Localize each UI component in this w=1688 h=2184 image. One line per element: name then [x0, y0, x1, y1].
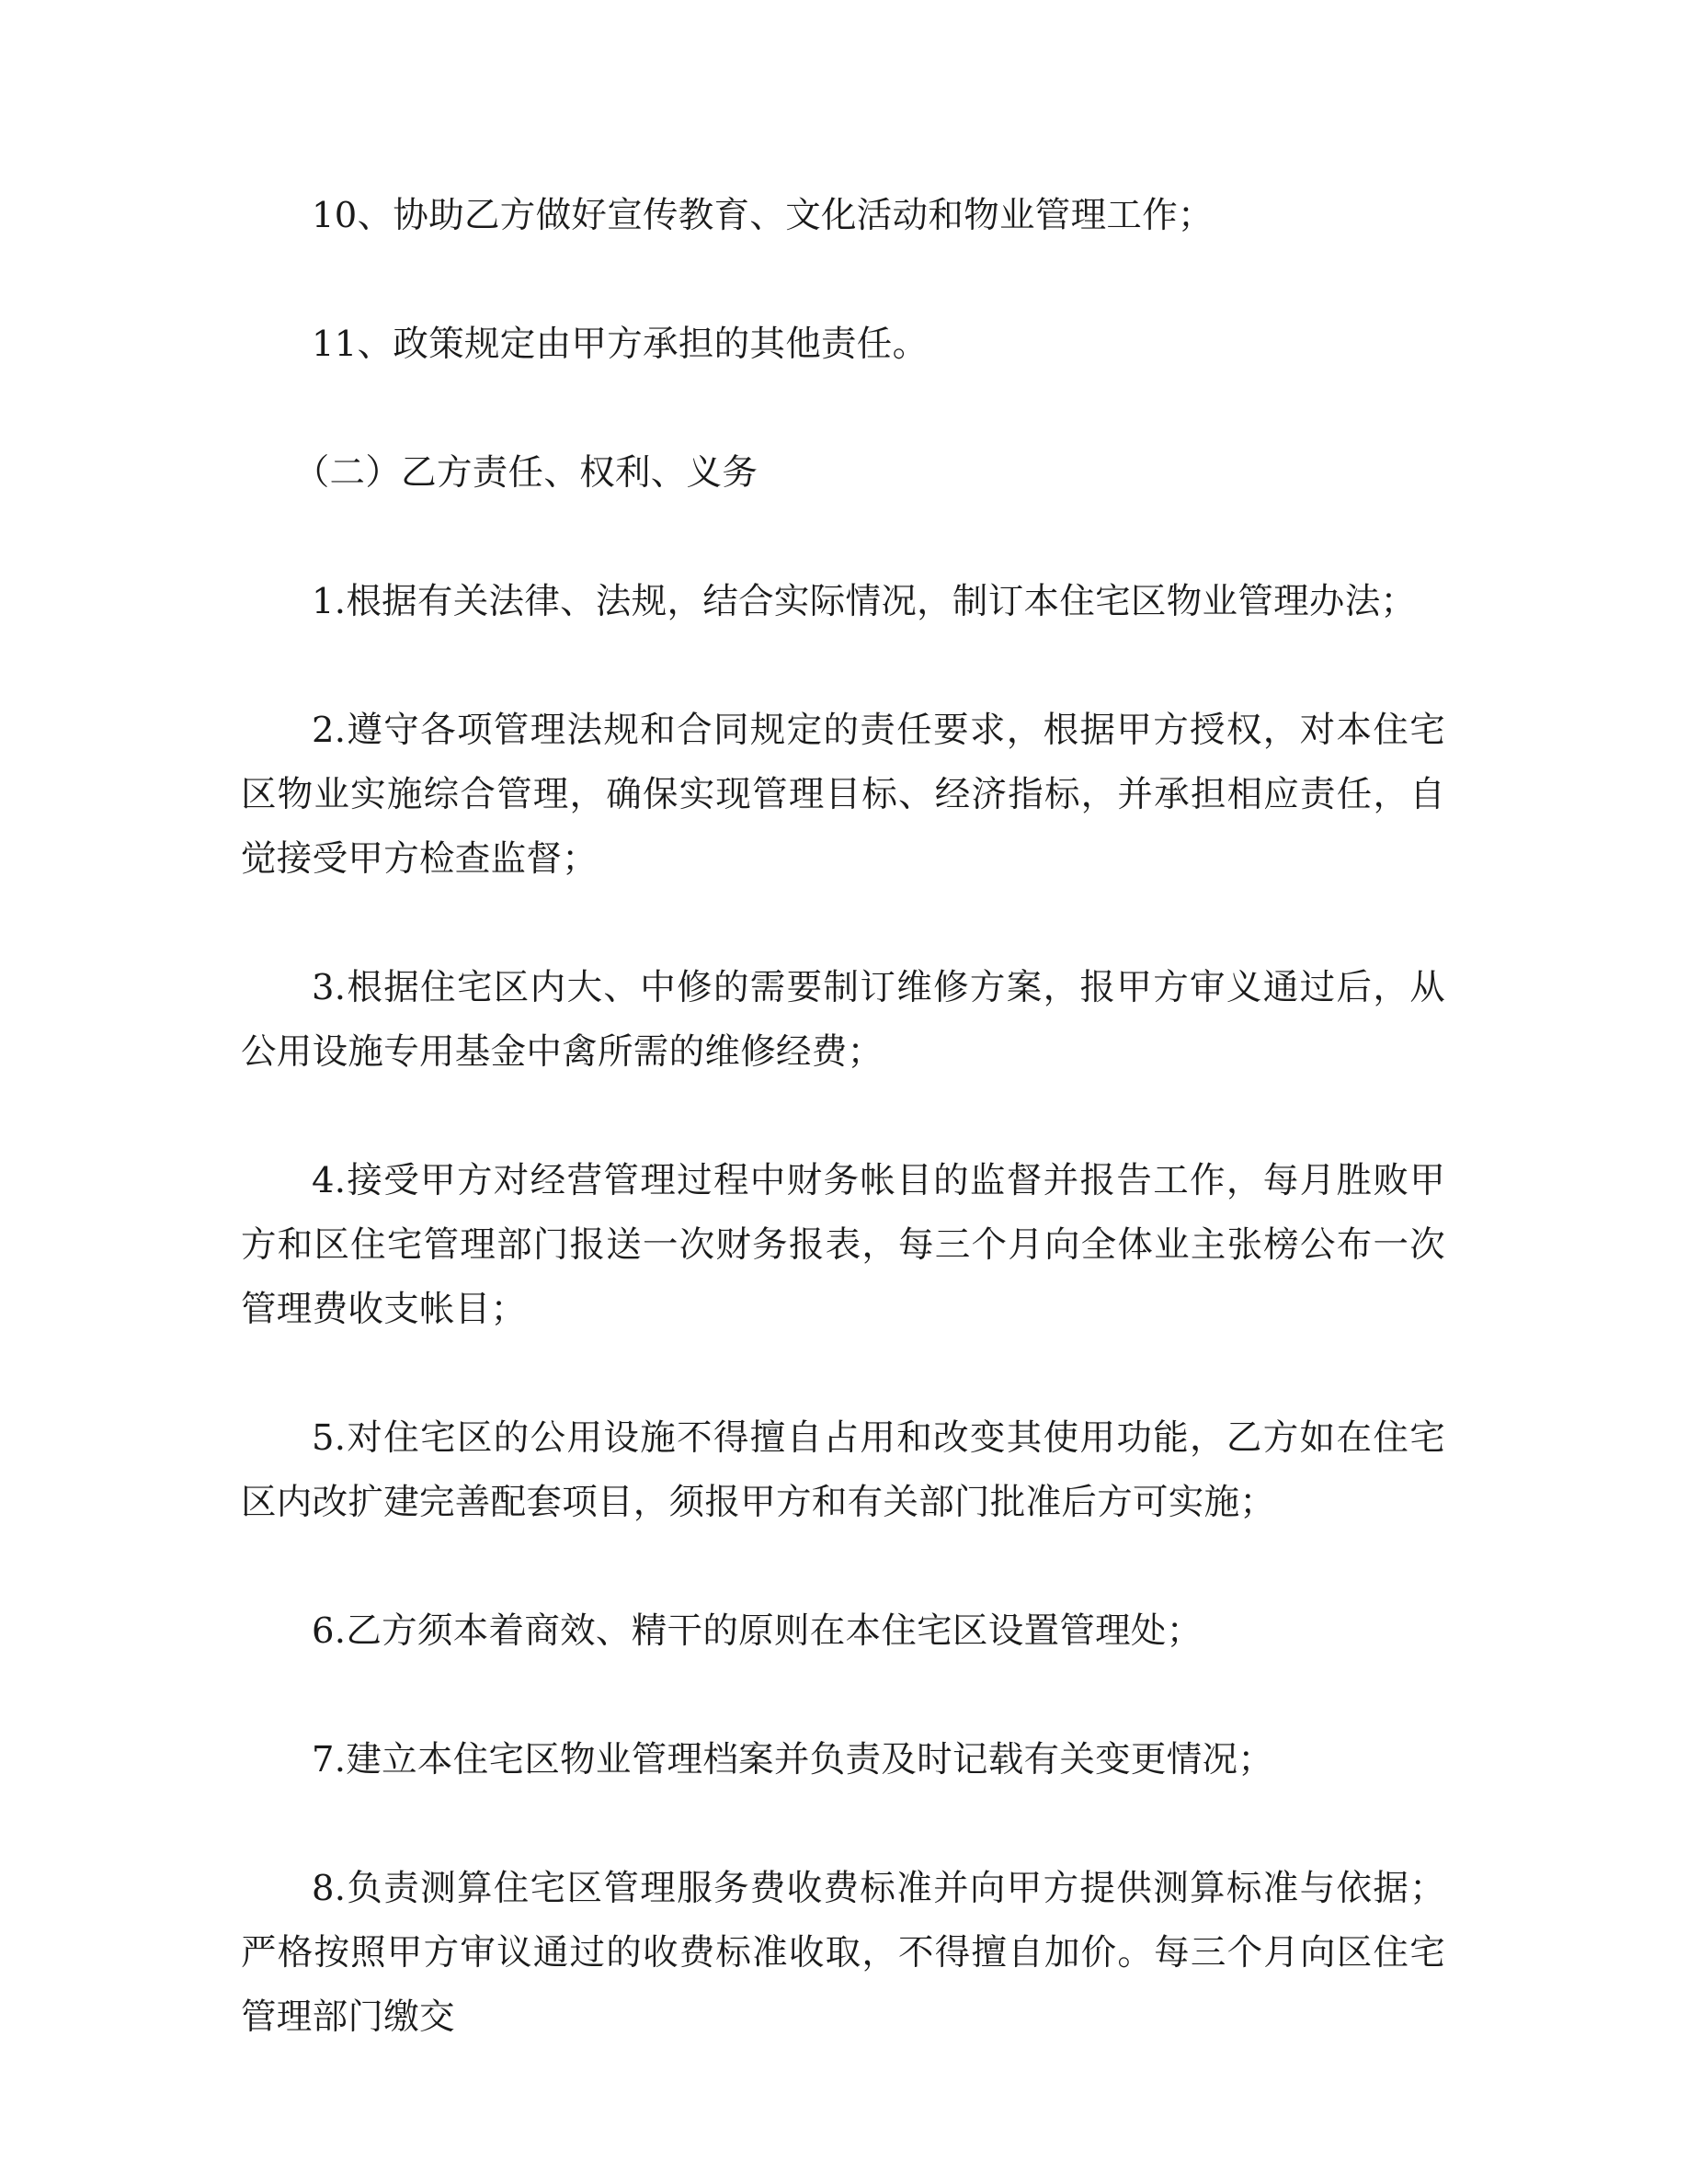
paragraph-item-6: 6.乙方须本着商效、精干的原则在本住宅区设置管理处；: [312, 1610, 1203, 1652]
section-heading-party-b: （二）乙方责任、权利、义务: [293, 452, 758, 494]
paragraph-item-7: 7.建立本住宅区物业管理档案并负责及时记载有关变更情况；: [312, 1739, 1274, 1780]
paragraph-item-10: 10、协助乙方做好宣传教育、文化活动和物业管理工作；: [312, 195, 1214, 236]
paragraph-item-3: 3.根据住宅区内大、中修的需要制订维修方案，报甲方审义通过后，从公用设施专用基金中禽所需的维修经费；: [241, 967, 1445, 1073]
paragraph-item-2: 2.遵守各项管理法规和合同规定的责任要求，根据甲方授权，对本住宅区物业实施综合管理，确保实现管理目标、经济指标，并承担相应责任，自觉接受甲方检查监督；: [241, 710, 1445, 880]
document-body: [241, 184, 1445, 2114]
paragraph-item-1: 1.根据有关法律、法规，结合实际情况，制订本住宅区物业管理办法；: [312, 581, 1417, 622]
paragraph-item-4: 4.接受甲方对经营管理过程中财务帐目的监督并报告工作，每月胜败甲方和区住宅管理部门报送一次财务报表，每三个月向全体业主张榜公布一次管理费收支帐目；: [241, 1160, 1445, 1330]
paragraph-item-5: 5.对住宅区的公用设施不得擅自占用和改变其使用功能，乙方如在住宅区内改扩建完善配套项目，须报甲方和有关部门批准后方可实施；: [241, 1417, 1445, 1523]
paragraph-item-8: 8.负责测算住宅区管理服务费收费标准并向甲方提供测算标准与依据；严格按照甲方审议通过的收费标准收取，不得擅自加价。每三个月向区住宅管理部门缴交: [241, 1868, 1445, 2038]
paragraph-item-11: 11、政策规定由甲方承担的其他责任。: [312, 324, 929, 365]
